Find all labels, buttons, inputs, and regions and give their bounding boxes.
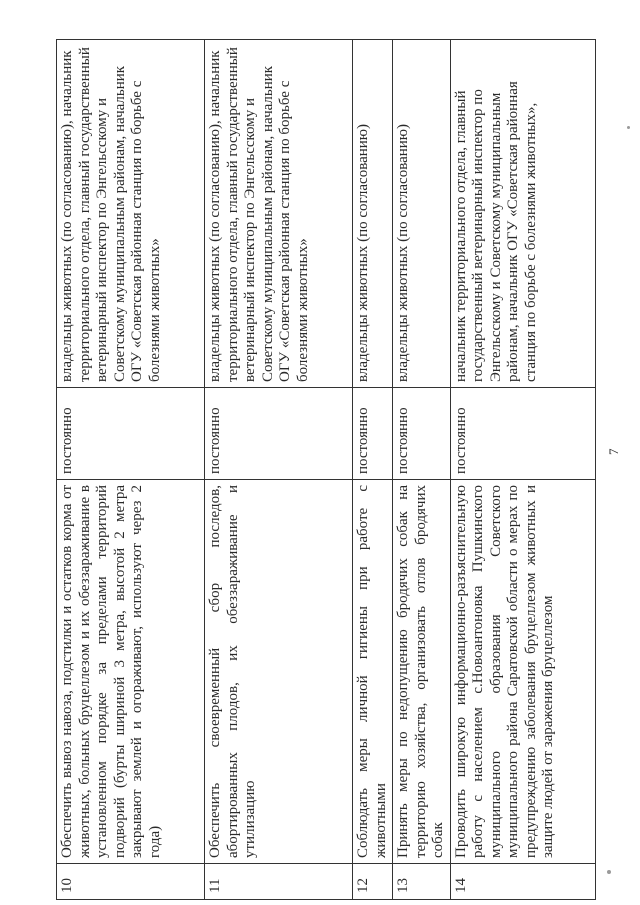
period-cell: постоянно: [353, 388, 393, 480]
table-row: [57, 40, 205, 900]
responsible-cell: начальник территориального отдела, главный государственный ветеринарный инспектор по Энгельсскому и Советскому муниципальным районам, начальник ОГУ «Советская районная станция по борьбе с болезнями животных»,: [450, 40, 596, 388]
row-number: 12: [353, 864, 393, 900]
period-cell: постоянно: [205, 388, 353, 480]
scan-speck: [607, 870, 611, 874]
table-row: [353, 40, 393, 900]
row-number: 10: [57, 864, 205, 900]
period-cell: постоянно: [450, 388, 596, 480]
responsible-cell: владельцы животных (по согласованию), начальник территориального отдела, главный государственный ветеринарный инспектор по Энгельсскому и Советскому муниципальным районам, начальник ОГУ «Советская районная станция по борьбе с болезнями животных»: [205, 40, 353, 388]
table-row: [393, 40, 451, 900]
measure-cell: Проводить широкую информационно-разъяснительную работу с населением с.Новоантоновка Пушкинского муниципального образования Советского муниципального района Саратовской области о мерах по предупреждению заболевания бруцеллезом животных и защите людей от заражения бруцеллезом: [450, 480, 596, 864]
measure-cell: Обеспечить вывоз навоза, подстилки и остатков корма от животных, больных бруцеллезом и их обеззараживание в установленном порядке за пределами территорий подворий (бурты шириной 3 метра, высотой 2 метра закрывают землей и огораживают, используют через 2 года): [57, 480, 205, 864]
page-number: 7: [606, 448, 621, 455]
row-number: 13: [393, 864, 451, 900]
period-cell: постоянно: [57, 388, 205, 480]
measure-cell: Принять меры по недопущению бродячих собак на территорию хозяйства, организовать отлов бродячих собак: [393, 480, 451, 864]
responsible-cell: владельцы животных (по согласованию): [393, 40, 451, 388]
table-row: [205, 40, 353, 900]
responsible-cell: владельцы животных (по согласованию), начальник территориального отдела, главный государственный ветеринарный инспектор по Энгельсскому и Советскому муниципальным районам, начальник ОГУ «Советская районная станция по борьбе с болезнями животных»: [57, 40, 205, 388]
table-row: [450, 40, 596, 900]
scan-speck: [627, 126, 630, 129]
row-number: 11: [205, 864, 353, 900]
responsible-cell: владельцы животных (по согласованию): [353, 40, 393, 388]
measures-table: [56, 39, 596, 900]
period-cell: постоянно: [393, 388, 451, 480]
row-number: 14: [450, 864, 596, 900]
measure-cell: Соблюдать меры личной гигиены при работе с животными: [353, 480, 393, 864]
rotated-table-container: [56, 40, 596, 900]
measure-cell: Обеспечить своевременный сбор последов, абортированных плодов, их обеззараживание и утилизацию: [205, 480, 353, 864]
